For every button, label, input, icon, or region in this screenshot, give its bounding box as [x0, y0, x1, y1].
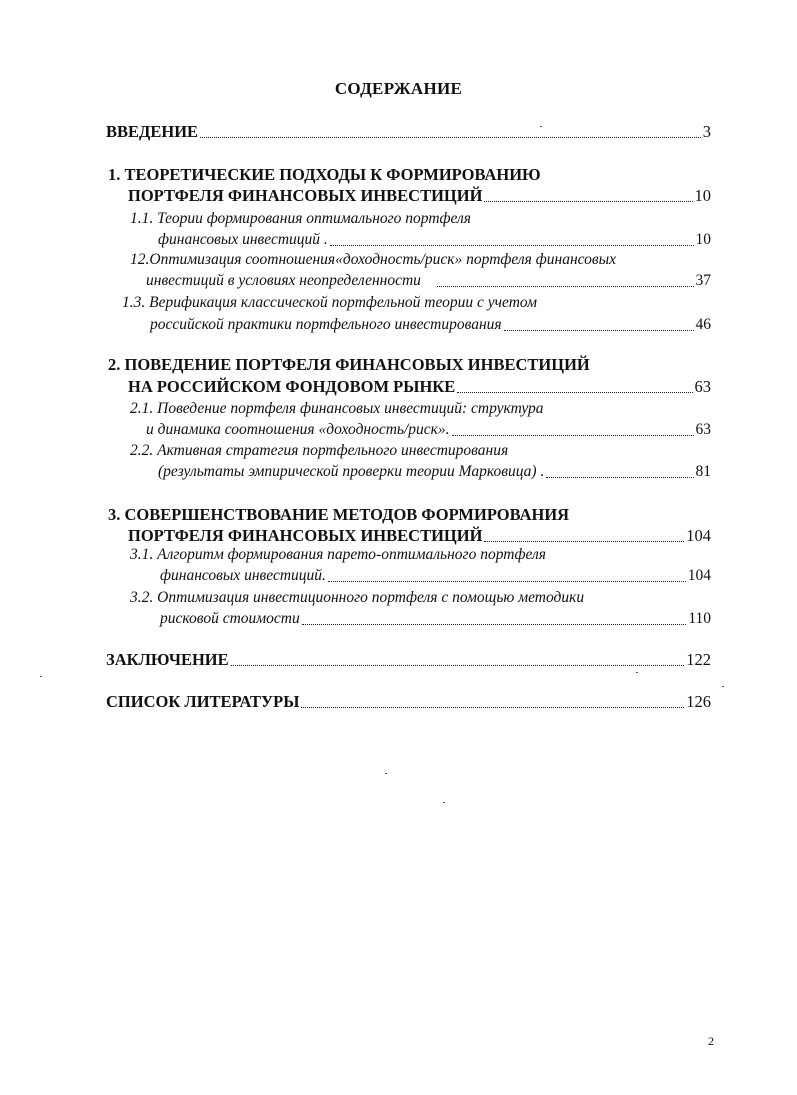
section-1-1-title-line1: 1.1. Теории формирования оптимального портфеля	[130, 210, 472, 227]
toc-page: 37	[695, 272, 711, 289]
dot-leader	[301, 707, 684, 708]
toc-label: российской практики портфельного инвестирования	[150, 316, 502, 333]
toc-entry-chapter-1[interactable]	[128, 186, 711, 206]
toc-entry-introduction[interactable]	[106, 122, 711, 142]
toc-page: 63	[695, 421, 711, 438]
toc-label: рисковой стоимости	[160, 610, 300, 627]
scan-speck	[540, 126, 542, 127]
page-number: 2	[708, 1034, 714, 1048]
section-2-1-title-line1: 2.1. Поведение портфеля финансовых инвестиций: структура	[130, 400, 544, 417]
toc-entry-chapter-3[interactable]	[128, 526, 711, 546]
section-2-2-title-line1: 2.2. Активная стратегия портфельного инвестирования	[130, 442, 509, 459]
dot-leader	[302, 624, 687, 625]
chapter-2-title-line1: 2. ПОВЕДЕНИЕ ПОРТФЕЛЯ ФИНАНСОВЫХ ИНВЕСТИЦИЙ	[108, 355, 590, 374]
toc-label: инвестиций в условиях неопределенности	[146, 272, 421, 289]
section-1-3-title-line1: 1.3. Верификация классической портфельной теории с учетом	[122, 294, 537, 311]
toc-entry-section-2-1[interactable]	[146, 420, 711, 440]
chapter-1-title-line1: 1. ТЕОРЕТИЧЕСКИЕ ПОДХОДЫ К ФОРМИРОВАНИЮ	[108, 165, 541, 184]
scan-speck	[636, 672, 638, 673]
toc-label: СПИСОК ЛИТЕРАТУРЫ	[106, 692, 300, 711]
toc-page: 81	[695, 463, 711, 480]
dot-leader	[457, 392, 692, 393]
chapter-3-title-line1: 3. СОВЕРШЕНСТВОВАНИЕ МЕТОДОВ ФОРМИРОВАНИЯ	[108, 505, 570, 524]
section-3-1-title-line1: 3.1. Алгоритм формирования парето-оптимального портфеля	[130, 546, 546, 563]
toc-entry-chapter-2[interactable]	[128, 377, 711, 397]
toc-page: 10	[695, 231, 711, 248]
toc-label: финансовых инвестиций.	[160, 567, 326, 584]
toc-page: 63	[694, 377, 711, 396]
toc-page: 126	[686, 692, 711, 711]
scan-speck	[385, 773, 387, 774]
toc-label: ПОРТФЕЛЯ ФИНАНСОВЫХ ИНВЕСТИЦИЙ	[128, 186, 483, 205]
toc-entry-references[interactable]	[106, 692, 711, 712]
dot-leader	[437, 286, 694, 287]
toc-entry-section-1-2[interactable]	[146, 271, 711, 291]
scan-speck	[443, 802, 445, 803]
dot-leader	[484, 541, 684, 542]
section-3-2-title-line1: 3.2. Оптимизация инвестиционного портфеля с помощью методики	[130, 589, 585, 606]
toc-label: ВВЕДЕНИЕ	[106, 122, 199, 141]
toc-label: НА РОССИЙСКОМ ФОНДОВОМ РЫНКЕ	[128, 377, 456, 396]
toc-entry-section-3-1[interactable]	[160, 566, 711, 586]
page-title: СОДЕРЖАНИЕ	[334, 79, 463, 98]
dot-leader	[452, 435, 694, 436]
dot-leader	[504, 330, 694, 331]
toc-page: 104	[686, 526, 711, 545]
toc-page: 104	[687, 567, 711, 584]
toc-entry-section-1-1[interactable]	[158, 230, 711, 250]
toc-label: финансовых инвестиций .	[158, 231, 328, 248]
dot-leader	[328, 581, 686, 582]
toc-entry-section-2-2[interactable]	[158, 462, 711, 482]
scan-speck	[40, 676, 42, 677]
toc-page: 3	[702, 122, 711, 141]
dot-leader	[231, 665, 685, 666]
section-1-2-title-line1: 12.Оптимизация соотношения«доходность/риск» портфеля финансовых	[130, 251, 616, 268]
toc-entry-conclusion[interactable]	[106, 650, 711, 670]
toc-entry-section-1-3[interactable]	[150, 315, 711, 335]
dot-leader	[200, 137, 701, 138]
toc-label: ПОРТФЕЛЯ ФИНАНСОВЫХ ИНВЕСТИЦИЙ	[128, 526, 483, 545]
scan-speck	[722, 686, 724, 687]
toc-page: 46	[695, 316, 711, 333]
toc-label: ЗАКЛЮЧЕНИЕ	[106, 650, 229, 669]
toc-label: (результаты эмпирической проверки теории Марковица) .	[158, 463, 545, 480]
toc-label: и динамика соотношения «доходность/риск».	[146, 421, 450, 438]
toc-page: 10	[694, 186, 711, 205]
dot-leader	[330, 245, 694, 246]
toc-page: 110	[688, 610, 711, 627]
toc-page: 122	[686, 650, 711, 669]
dot-leader	[484, 201, 692, 202]
toc-entry-section-3-2[interactable]	[160, 609, 711, 629]
dot-leader	[546, 477, 693, 478]
